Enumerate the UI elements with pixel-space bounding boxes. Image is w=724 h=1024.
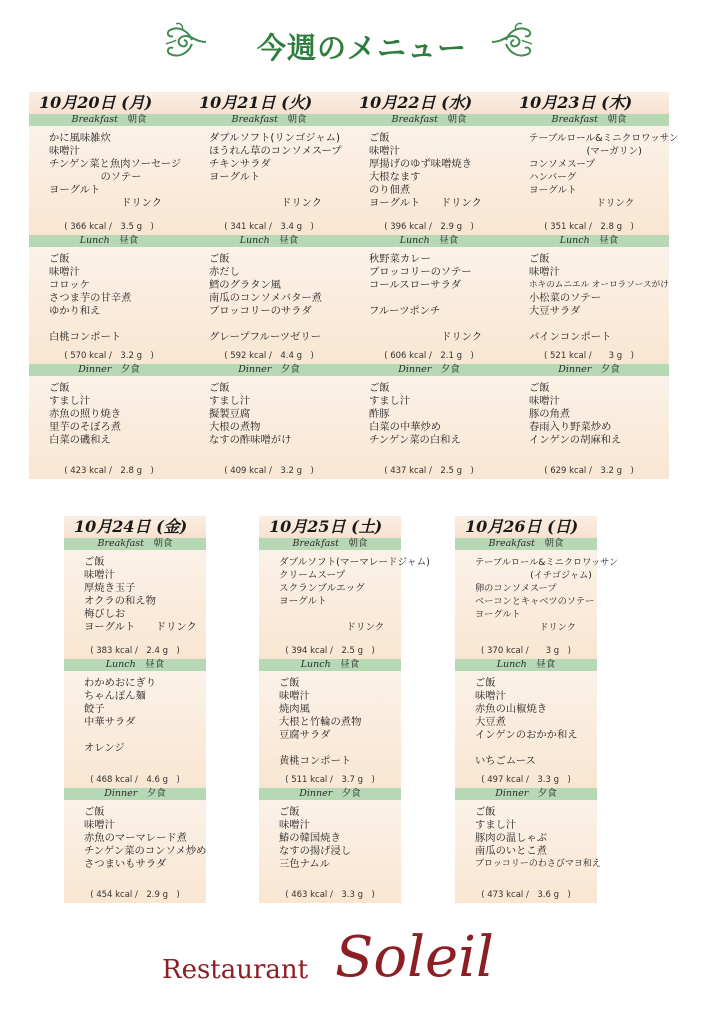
meal-breakfast	[64, 538, 206, 659]
menu-items: かに風味雑炊 味噌汁 チンゲン菜と魚肉ソーセージ のソテー ヨーグルト ドリンク	[49, 132, 182, 209]
meal-breakfast	[509, 114, 679, 235]
menu-items: 秋野菜カレー ブロッコリーのソテー コールスローサラダ フルーツポンチ ドリンク	[369, 253, 483, 343]
menu-items: ご飯 すまし汁 酢豚 白菜の中華炒め チンゲン菜の白和え	[369, 382, 461, 446]
nutrition-info: ( 396 kcal / 2.9 g )	[384, 222, 474, 232]
day-card-sun	[455, 516, 619, 901]
nutrition-info: ( 366 kcal / 3.5 g )	[64, 222, 154, 232]
brand-name-text: Soleil	[335, 925, 494, 990]
day-date: 10月24日 (金)	[64, 516, 206, 538]
day-card-thu	[509, 92, 679, 477]
day-date: 10月22日 (水)	[349, 92, 509, 114]
meal-breakfast	[455, 538, 619, 659]
meal-dinner	[509, 364, 669, 479]
nutrition-info: ( 521 kcal / 3 g )	[544, 351, 634, 361]
meal-label: Breakfast 朝食	[455, 538, 597, 550]
menu-items: ダブルソフト(マーマレードジャム) クリームスープ スクランブルエッグ ヨーグルト ドリンク	[279, 557, 430, 633]
meal-label: Breakfast 朝食	[349, 114, 509, 126]
meal-breakfast	[349, 114, 509, 235]
meal-lunch	[455, 659, 597, 788]
nutrition-info: ( 409 kcal / 3.2 g )	[224, 466, 314, 476]
meal-label: Lunch 昼食	[509, 235, 669, 247]
menu-items: テーブルロール&ミニクロワッサン (イチゴジャム) 卵のコンソメスープ ベーコンとキャベツのソテー ヨーグルト ドリンク	[475, 557, 619, 633]
nutrition-info: ( 370 kcal / 3 g )	[481, 646, 571, 656]
menu-items: ダブルソフト(リンゴジャム) ほうれん草のコンソメスープ チキンサラダ ヨーグルト ドリンク	[209, 132, 342, 209]
meal-label: Dinner 夕食	[189, 364, 349, 376]
brand-restaurant-text: Restaurant	[162, 955, 309, 985]
meal-label: Dinner 夕食	[455, 788, 597, 800]
menu-items: ご飯 味噌汁 赤魚の山椒焼き 大豆煮 インゲンのおかか和え いちごムース	[475, 677, 578, 767]
meal-lunch	[189, 235, 349, 364]
day-card-fri	[64, 516, 206, 901]
meal-label: Dinner 夕食	[259, 788, 401, 800]
nutrition-info: ( 454 kcal / 2.9 g )	[90, 890, 180, 900]
nutrition-info: ( 511 kcal / 3.7 g )	[285, 775, 375, 785]
meal-label: Lunch 昼食	[64, 659, 206, 671]
meal-lunch	[64, 659, 206, 788]
day-card-tue	[189, 92, 349, 477]
meal-dinner	[455, 788, 601, 903]
meal-label: Dinner 夕食	[29, 364, 189, 376]
menu-items: わかめおにぎり ちゃんぽん麺 餃子 中華サラダ オレンジ	[84, 677, 157, 754]
meal-dinner	[259, 788, 401, 903]
menu-items: ご飯 味噌汁 コロッケ さつま芋の甘辛煮 ゆかり和え 白桃コンポート	[49, 253, 132, 343]
menu-items: ご飯 味噌汁 厚揚げのゆず味噌焼き 大根なます のり佃煮 ヨーグルト ドリンク	[369, 132, 482, 209]
nutrition-info: ( 473 kcal / 3.6 g )	[481, 890, 571, 900]
meal-label: Breakfast 朝食	[509, 114, 669, 126]
nutrition-info: ( 463 kcal / 3.3 g )	[285, 890, 375, 900]
header	[0, 18, 724, 68]
day-date: 10月23日 (木)	[509, 92, 669, 114]
meal-label: Breakfast 朝食	[189, 114, 349, 126]
day-card-mon	[29, 92, 189, 477]
meal-breakfast	[259, 538, 430, 659]
menu-items: ご飯 味噌汁 赤魚のマーマレード煮 チンゲン菜のコンソメ炒め さつまいもサラダ	[84, 806, 207, 870]
day-card-sat	[259, 516, 430, 901]
meal-breakfast	[29, 114, 189, 235]
nutrition-info: ( 497 kcal / 3.3 g )	[481, 775, 571, 785]
menu-items: ご飯 味噌汁 鰆の韓国焼き なすの揚げ浸し 三色ナムル	[279, 806, 352, 870]
meal-label: Breakfast 朝食	[259, 538, 401, 550]
meal-dinner	[29, 364, 189, 479]
nutrition-info: ( 423 kcal / 2.8 g )	[64, 466, 154, 476]
menu-items: ご飯 味噌汁 厚焼き玉子 オクラの和え物 梅びしお ヨーグルト ドリンク	[84, 556, 197, 633]
menu-items: ご飯 味噌汁 焼肉風 大根と竹輪の煮物 豆腐サラダ 黄桃コンポート	[279, 677, 362, 767]
meal-label: Lunch 昼食	[189, 235, 349, 247]
meal-label: Lunch 昼食	[29, 235, 189, 247]
nutrition-info: ( 341 kcal / 3.4 g )	[224, 222, 314, 232]
meal-label: Dinner 夕食	[509, 364, 669, 376]
menu-items: ご飯 味噌汁 豚の角煮 春雨入り野菜炒め インゲンの胡麻和え	[529, 382, 622, 446]
restaurant-logo	[0, 925, 724, 1005]
meal-label: Dinner 夕食	[349, 364, 509, 376]
menu-items: テーブルロール&ミニクロワッサン (マーガリン) コンソメスープ ハンバーグ ヨーグルト ドリンク	[529, 133, 679, 209]
meal-label: Dinner 夕食	[64, 788, 206, 800]
nutrition-info: ( 383 kcal / 2.4 g )	[90, 646, 180, 656]
meal-label: Lunch 昼食	[349, 235, 509, 247]
menu-items: ご飯 すまし汁 豚肉の温しゃぶ 南瓜のいとこ煮 ブロッコリーのわさびマヨ和え	[475, 806, 601, 869]
day-date: 10月20日 (月)	[29, 92, 189, 114]
nutrition-info: ( 351 kcal / 2.8 g )	[544, 222, 634, 232]
day-card-wed	[349, 92, 509, 477]
meal-label: Lunch 昼食	[455, 659, 597, 671]
meal-label: Breakfast 朝食	[64, 538, 206, 550]
meal-lunch	[509, 235, 669, 364]
flourish-ornament-icon	[488, 18, 536, 62]
meal-lunch	[29, 235, 189, 364]
meal-breakfast	[189, 114, 349, 235]
day-date: 10月21日 (火)	[189, 92, 349, 114]
nutrition-info: ( 468 kcal / 4.6 g )	[90, 775, 180, 785]
menu-items: ご飯 すまし汁 赤魚の照り焼き 里芋のそぼろ煮 白菜の磯和え	[49, 382, 122, 446]
meal-lunch	[349, 235, 509, 364]
menu-items: ご飯 すまし汁 擬製豆腐 大根の煮物 なすの酢味噌がけ	[209, 382, 292, 446]
day-date: 10月25日 (土)	[259, 516, 401, 538]
nutrition-info: ( 570 kcal / 3.2 g )	[64, 351, 154, 361]
meal-dinner	[64, 788, 206, 903]
page-title: 今週のメニュー	[256, 31, 467, 65]
meal-label: Breakfast 朝食	[29, 114, 189, 126]
nutrition-info: ( 592 kcal / 4.4 g )	[224, 351, 314, 361]
menu-items: ご飯 味噌汁 ホキのムニエル オーロラソースがけ 小松菜のソテー 大豆サラダ パインコンポート	[529, 253, 669, 343]
day-date: 10月26日 (日)	[455, 516, 597, 538]
meal-lunch	[259, 659, 401, 788]
meal-dinner	[349, 364, 509, 479]
nutrition-info: ( 629 kcal / 3.2 g )	[544, 466, 634, 476]
nutrition-info: ( 606 kcal / 2.1 g )	[384, 351, 474, 361]
meal-dinner	[189, 364, 349, 479]
menu-items: ご飯 赤だし 鱈のグラタン風 南瓜のコンソメバター煮 ブロッコリーのサラダ グレープフルーツゼリー	[209, 253, 322, 343]
nutrition-info: ( 437 kcal / 2.5 g )	[384, 466, 474, 476]
meal-label: Lunch 昼食	[259, 659, 401, 671]
nutrition-info: ( 394 kcal / 2.5 g )	[285, 646, 375, 656]
